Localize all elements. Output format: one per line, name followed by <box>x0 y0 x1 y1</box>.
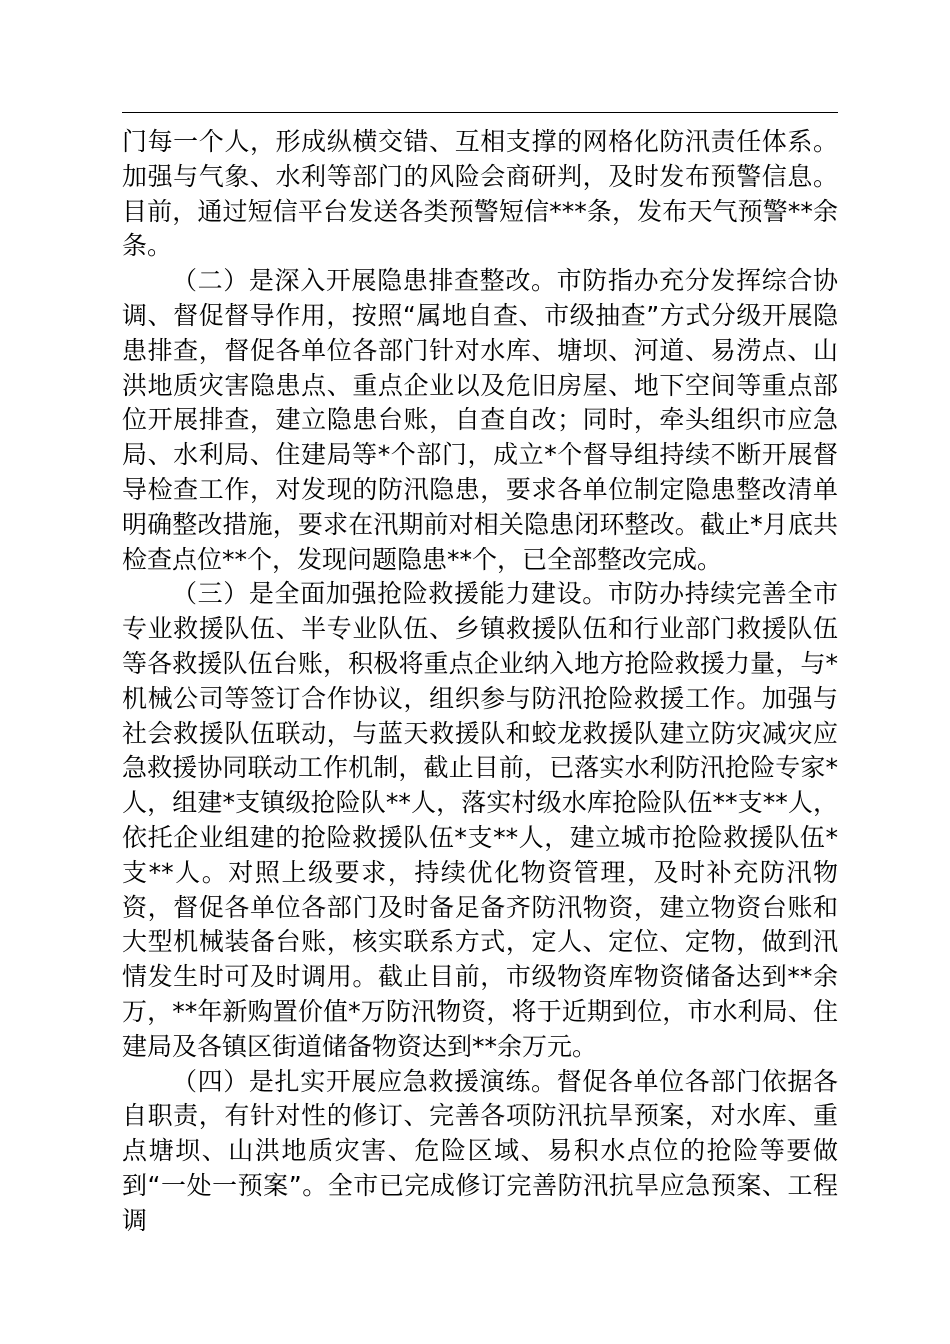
paragraph-hazard-inspection: （二）是深入开展隐患排查整改。市防指办充分发挥综合协调、督促督导作用，按照“属地自查、市级抽查”方式分级开展隐患排查，督促各单位各部门针对水库、塘坝、河道、易涝点、山洪地质灾害隐患点、重点企业以及危旧房屋、地下空间等重点部位开展排查，建立隐患台账，自查自改；同时，牵头组织市应急局、水利局、住建局等*个部门，成立*个督导组持续不断开展督导检查工作，对发现的防汛隐患，要求各单位制定隐患整改清单明确整改措施，要求在汛期前对相关隐患闭环整改。截止*月底共检查点位**个，发现问题隐患**个，已全部整改完成。 <box>122 266 838 574</box>
paragraph-emergency-drills: （四）是扎实开展应急救援演练。督促各单位各部门依据各自职责，有针对性的修订、完善各项防汛抗旱预案，对水库、重点塘坝、山洪地质灾害、危险区域、易积水点位的抢险等要做到“一处一预案”。全市已完成修订完善防汛抗旱应急预案、工程调 <box>122 1066 838 1235</box>
paragraph-rescue-capacity: （三）是全面加强抢险救援能力建设。市防办持续完善全市专业救援队伍、半专业队伍、乡镇救援队伍和行业部门救援队伍等各救援队伍台账，积极将重点企业纳入地方抢险救援力量，与*机械公司等签订合作协议，组织参与防汛抢险救援工作。加强与社会救援队伍联动，与蓝天救援队和蛟龙救援队建立防灾减灾应急救援协同联动工作机制，截止目前，已落实水利防汛抢险专家*人，组建*支镇级抢险队**人，落实村级水库抢险队伍**支**人，依托企业组建的抢险救援队伍*支**人，建立城市抢险救援队伍*支**人。对照上级要求，持续优化物资管理，及时补充防汛物资，督促各单位各部门及时备足备齐防汛物资，建立物资台账和大型机械装备台账，核实联系方式，定人、定位、定物，做到汛情发生时可及时调用。截止目前，市级物资库物资储备达到**余万，**年新购置价值*万防汛物资，将于近期到位，市水利局、住建局及各镇区街道储备物资达到**余万元。 <box>122 579 838 1061</box>
header-rule <box>122 112 838 113</box>
paragraph-continuation: 门每一个人，形成纵横交错、互相支撑的网格化防汛责任体系。加强与气象、水利等部门的风险会商研判，及时发布预警信息。目前，通过短信平台发送各类预警短信***条，发布天气预警**余条。 <box>122 127 838 261</box>
document-body <box>122 125 838 1239</box>
